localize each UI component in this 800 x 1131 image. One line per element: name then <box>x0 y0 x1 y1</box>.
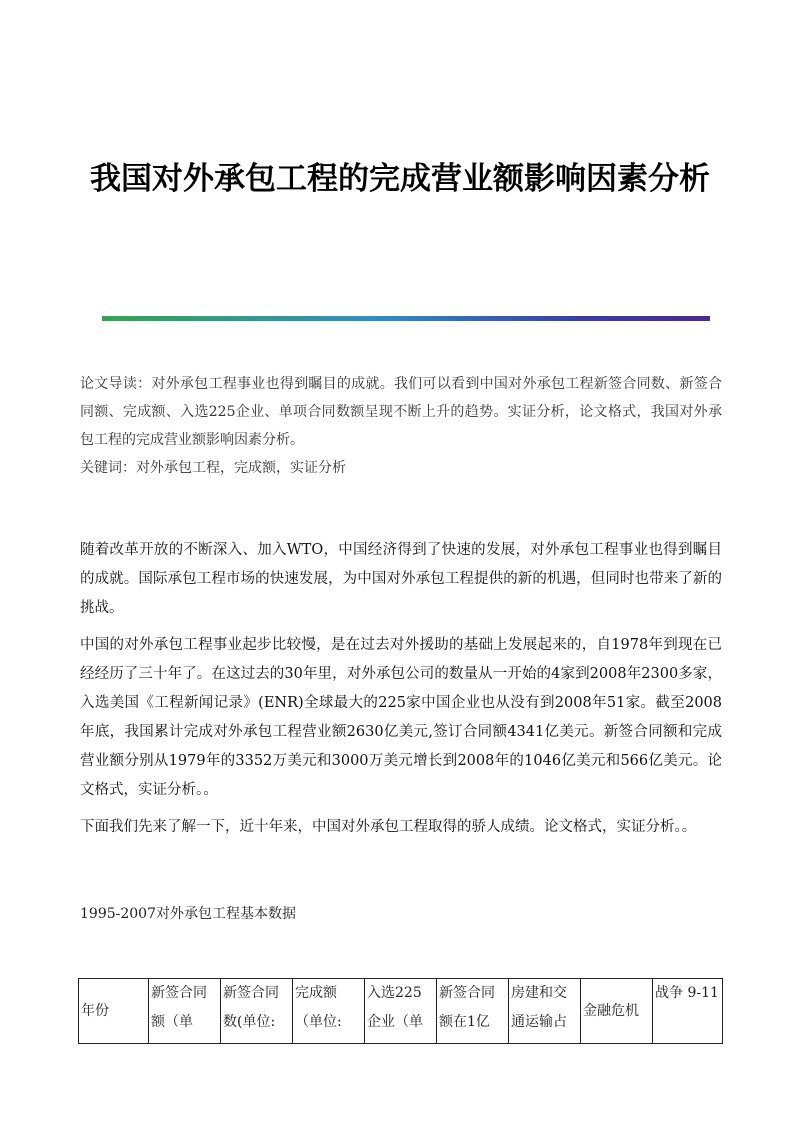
title-divider <box>102 316 710 321</box>
keywords: 关键词：对外承包工程，完成额，实证分析 <box>80 460 346 476</box>
document-title: 我国对外承包工程的完成营业额影响因素分析 <box>90 161 710 197</box>
paragraph-1: 随着改革开放的不断深入、加入WTO，中国经济得到了快速的发展，对外承包工程事业也得到瞩目的成就。国际承包工程市场的快速发展，为中国对外承包工程提供的新的机遇，但同时也带来了新的挑战。 <box>80 542 722 616</box>
header-cell: 房建和交通运输占 <box>509 979 581 1044</box>
header-cell: 入选225企业（单 <box>365 979 437 1044</box>
abstract-intro: 论文导读：对外承包工程事业也得到瞩目的成就。我们可以看到中国对外承包工程新签合同数、新签合同额、完成额、入选225企业、单项合同数额呈现不断上升的趋势。实证分析，论文格式，我国对外承包工程的完成营业额影响因素分析。 <box>80 376 722 448</box>
header-cell: 完成额（单位: <box>293 979 365 1044</box>
paragraph-3: 下面我们先来了解一下，近十年来，中国对外承包工程取得的骄人成绩。论文格式，实证分析。。 <box>80 819 697 835</box>
paragraph-2: 中国的对外承包工程事业起步比较慢，是在过去对外援助的基础上发展起来的，自1978年到现在已经经历了三十年了。在这过去的30年里，对外承包公司的数量从一开始的4家到2008年2300多家，入选美国《工程新闻记录》(ENR)全球最大的225家中国企业也从没有到2008年51家。截至2008年底，我国累计完成对外承包工程营业额2630亿美元,签订合同额4341亿美元。新签合同额和完成营业额分别从1979年的3352万美元和3000万美元增长到2008年的1046亿美元和566亿美元。论文格式，实证分析。。 <box>80 637 722 798</box>
body-text <box>80 536 722 850</box>
header-cell: 金融危机 <box>581 979 653 1044</box>
header-cell: 战争 9-11 <box>653 979 723 1044</box>
table-caption: 1995-2007对外承包工程基本数据 <box>80 906 296 922</box>
header-cell: 新签合同数(单位: <box>221 979 293 1044</box>
table-header-row <box>79 979 723 1044</box>
header-cell: 新签合同额在1亿 <box>437 979 509 1044</box>
header-cell-year: 年份 <box>79 979 149 1044</box>
header-cell: 新签合同额（单 <box>149 979 221 1044</box>
data-table <box>78 978 723 1044</box>
abstract <box>80 370 722 482</box>
